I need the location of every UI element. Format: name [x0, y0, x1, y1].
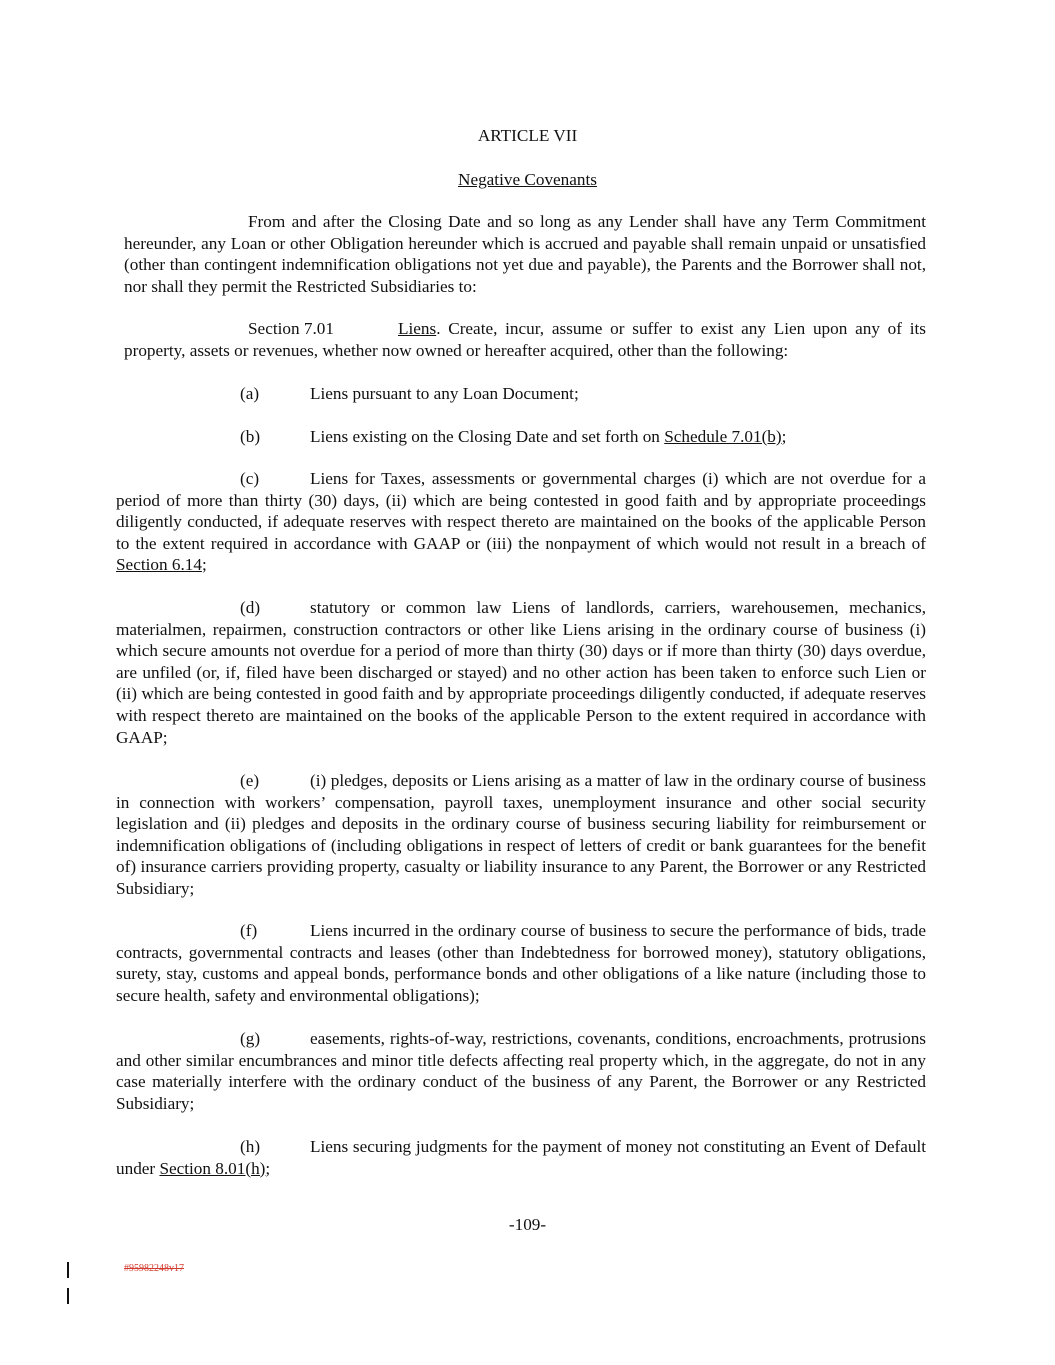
change-bar	[67, 1288, 69, 1304]
change-bar	[67, 1262, 69, 1278]
clause-c	[116, 468, 926, 576]
section-number: Section 7.01	[248, 319, 334, 338]
clause-h	[116, 1136, 926, 1179]
clause-label: (g)	[240, 1029, 261, 1048]
clause-text: Liens for Taxes, assessments or governmental charges (i) which are not overdue for a period of more than thirty (30) days, (ii) which are being contested in good faith and by appropriate proceedings diligently conducted, if adequate reserves with respect thereto are maintained on the books of the applicable Person to the extent required in accordance with GAAP or (iii) the nonpayment of which would not result in a breach of	[116, 469, 926, 553]
section-text: . Create, incur, assume or suffer to exist any Lien upon any of its property, assets or revenues, whether now owned or hereafter acquired, other than the following:	[124, 319, 926, 360]
clause-tail: ;	[265, 1158, 271, 1178]
clause-tail: ;	[201, 555, 207, 575]
clause-tail: ;	[781, 427, 787, 446]
section-7-01-paragraph	[124, 318, 926, 361]
clause-text: Liens incurred in the ordinary course of business to secure the performance of bids, trade contracts, governmental contracts and leases (other than Indebtedness for borrowed money), statutory obligations, surety, stay, customs and appeal bonds, performance bonds and other obligations of a like nature (including those to secure health, safety and environmental obligations);	[116, 921, 926, 1005]
clause-text: Liens pursuant to any Loan Document;	[310, 384, 579, 403]
cross-reference: Schedule 7.01(b)	[664, 427, 782, 446]
article-title-text: Negative Covenants	[458, 170, 597, 189]
clause-text: Liens existing on the Closing Date and set forth on	[310, 427, 665, 446]
clause-text: statutory or common law Liens of landlords, carriers, warehousemen, mechanics, materialmen, repairmen, construction contractors or other like Liens arising in the ordinary course of business (i) which secure amounts not overdue for a period of more than thirty (30) days or if more than thirty (30) days overdue, are unfiled (or, if, filed have been discharged or stayed) and no other action has been taken to enforce such Lien or (ii) which are being contested in good faith and by appropriate proceedings diligently conducted, if adequate reserves with respect thereto are maintained on the books of the applicable Person to the extent required in accordance with GAAP;	[116, 598, 926, 747]
cross-reference: Section 6.14	[116, 555, 202, 575]
article-title	[0, 169, 1055, 191]
clause-label: (h)	[240, 1137, 261, 1156]
article-heading	[0, 125, 1055, 147]
page-number-text: -109-	[508, 1215, 547, 1234]
clause-text: easements, rights-of-way, restrictions, covenants, conditions, encroachments, protrusions and other similar encumbrances and minor title defects affecting real property which, in the aggregate, do not in any case materially interfere with the ordinary conduct of the business of any Parent, the Borrower or any Restricted Subsidiary;	[116, 1029, 926, 1113]
clause-b	[240, 426, 786, 448]
section-heading: Liens	[398, 319, 437, 338]
clause-f	[116, 920, 926, 1006]
clause-e	[116, 770, 926, 900]
intro-paragraph	[124, 211, 926, 297]
clause-label: (d)	[240, 598, 261, 617]
page-number	[0, 1214, 1055, 1236]
clause-text: (i) pledges, deposits or Liens arising as a matter of law in the ordinary course of business in connection with workers’ compensation, payroll taxes, unemployment insurance and other social security legislation and (ii) pledges and deposits in the ordinary course of business securing liability for reimbursement or indemnification obligations of (including obligations in respect of letters of credit or bank guarantees for the benefit of) insurance carriers providing property, casualty or liability insurance to any Parent, the Borrower or any Restricted Subsidiary;	[116, 771, 926, 898]
clause-g	[116, 1028, 926, 1114]
clause-label: (a)	[240, 384, 260, 403]
clause-label: (b)	[240, 427, 261, 446]
clause-d	[116, 597, 926, 748]
document-id: #95982248v17	[124, 1263, 184, 1274]
clause-a	[240, 383, 579, 405]
article-heading-text: ARTICLE VII	[477, 126, 578, 145]
clause-label: (e)	[240, 771, 260, 790]
intro-text: From and after the Closing Date and so long as any Lender shall have any Term Commitment hereunder, any Loan or other Obligation hereunder which is accrued and payable shall remain unpaid or unsatisfied (other than contingent indemnification obligations not yet due and payable), the Parents and the Borrower shall not, nor shall they permit the Restricted Subsidiaries to:	[124, 212, 926, 296]
cross-reference: Section 8.01(h)	[159, 1158, 266, 1178]
clause-label: (c)	[240, 469, 260, 488]
clause-label: (f)	[240, 921, 258, 940]
clause-text: Liens securing judgments for the payment of money not constituting an Event of Default under	[116, 1137, 926, 1178]
